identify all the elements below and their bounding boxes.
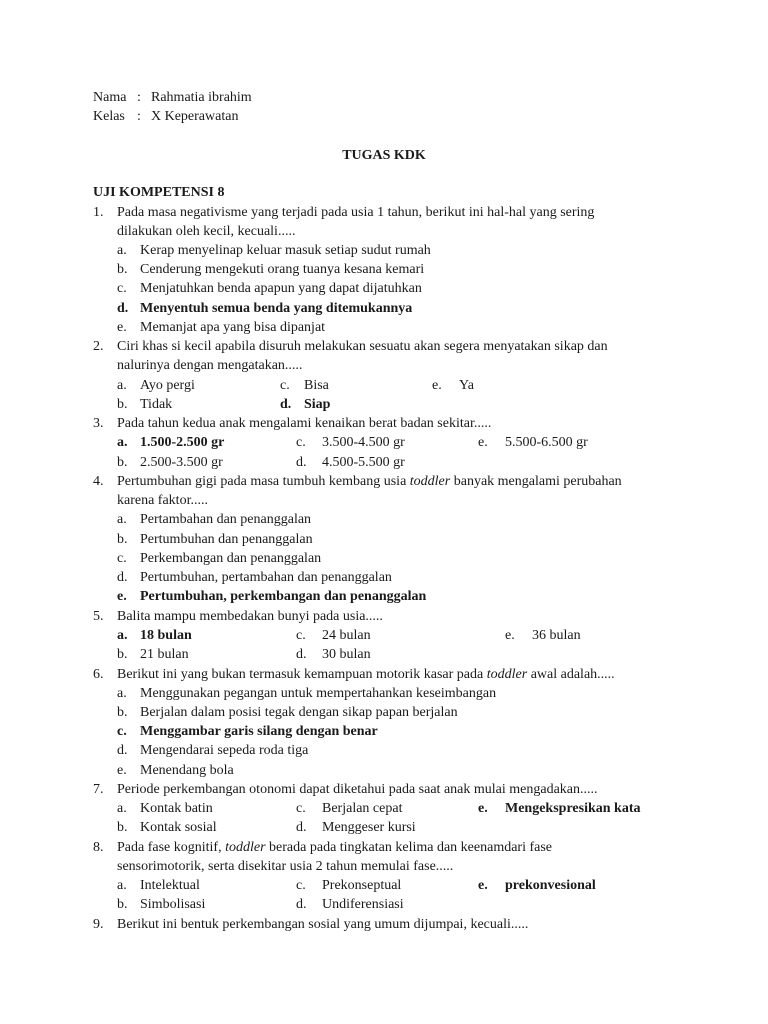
option-text: Ya [459,378,474,393]
option-letter: d. [117,570,128,585]
option-text: Cenderung mengekuti orang tuanya kesana kemari [140,262,425,277]
option-letter: c. [296,878,306,893]
option-text: Berjalan dalam posisi tegak dengan sikap papan berjalan [140,705,458,720]
option-letter-correct: a. [117,628,128,643]
option-letter: b. [117,397,128,412]
option-text: Mengendarai sepeda roda tiga [140,743,309,758]
option-letter: b. [117,532,128,547]
question-text: Pada tahun kedua anak mengalami kenaikan berat badan sekitar..... [117,416,492,431]
option-letter: c. [280,378,290,393]
question-text-part: Pertumbuhan gigi pada masa tumbuh kembang usia [117,474,410,489]
option-letter-correct: e. [117,589,127,604]
option-letter: c. [296,628,306,643]
question-text-part: banyak mengalami perubahan [450,474,622,489]
question-text: Ciri khas si kecil apabila disuruh melakukan sesuatu akan segera menyatakan sikap dan [117,339,608,354]
question-number: 2. [93,339,104,354]
option-text: Menendang bola [140,763,234,778]
class-label: Kelas [93,109,125,124]
option-text: 5.500-6.500 gr [505,435,588,450]
option-letter: d. [296,897,307,912]
question-text: Pada masa negativisme yang terjadi pada usia 1 tahun, berikut ini hal-hal yang sering [117,205,595,220]
option-letter: d. [296,455,307,470]
option-text: Simbolisasi [140,897,206,912]
option-text: Intelektual [140,878,200,893]
name-value: Rahmatia ibrahim [151,90,252,105]
question-number: 8. [93,840,104,855]
option-letter: b. [117,897,128,912]
option-letter: b. [117,455,128,470]
question-number: 3. [93,416,104,431]
option-text: Kerap menyelinap keluar masuk setiap sudut rumah [140,243,431,258]
option-letter: e. [432,378,442,393]
question-text [117,665,615,684]
question-text: Periode perkembangan otonomi dapat diketahui pada saat anak mulai mengadakan..... [117,782,598,797]
question-number: 7. [93,782,104,797]
option-text: Ayo pergi [140,378,195,393]
question-number: 1. [93,205,104,220]
option-text-correct: prekonvesional [505,878,596,893]
option-text: Tidak [140,397,173,412]
question-number: 4. [93,474,104,489]
class-value: X Keperawatan [151,109,239,124]
question-text [117,472,622,491]
question-text: Balita mampu membedakan bunyi pada usia..... [117,609,383,624]
option-text-correct: Mengekspresikan kata [505,801,641,816]
option-letter: a. [117,801,127,816]
option-letter: b. [117,262,128,277]
option-text: Pertambahan dan penanggalan [140,512,312,527]
option-text: 36 bulan [532,628,581,643]
page-title: TUGAS KDK [342,148,426,163]
question-text: sensorimotorik, serta disekitar usia 2 tahun memulai fase..... [117,859,454,874]
option-letter-correct: d. [117,301,129,316]
question-text-part: Berikut ini yang bukan termasuk kemampuan motorik kasar pada [117,667,487,682]
question-text [117,838,552,857]
option-text: Memanjat apa yang bisa dipanjat [140,320,326,335]
option-letter: e. [117,320,127,335]
option-text: Prekonseptual [322,878,402,893]
option-text-correct: Menyentuh semua benda yang ditemukannya [140,301,413,316]
option-letter: c. [296,435,306,450]
option-text: Kontak batin [140,801,213,816]
class-separator: : [137,109,141,124]
question-text-emphasis: toddler [486,667,528,682]
question-text-emphasis: toddler [225,840,266,855]
question-number: 5. [93,609,104,624]
question-text-part: berada pada tingkatan kelima dan keenamdari fase [265,840,553,855]
option-text: Menggunakan pegangan untuk mempertahankan keseimbangan [140,686,497,701]
option-text-correct: 1.500-2.500 gr [140,435,225,450]
option-letter: a. [117,243,127,258]
option-text: 24 bulan [322,628,371,643]
option-text-correct: 18 bulan [140,628,192,643]
option-text-correct: Menggambar garis silang dengan benar [140,724,378,739]
section-heading: UJI KOMPETENSI 8 [93,185,225,200]
question-text-part: Pada fase kognitif, [117,840,226,855]
option-text: Pertumbuhan dan penanggalan [140,532,313,547]
option-text: Menjatuhkan benda apapun yang dapat dijatuhkan [140,281,422,296]
option-letter-correct: c. [117,724,127,739]
option-text: Berjalan cepat [322,801,403,816]
option-text: Perkembangan dan penanggalan [140,551,322,566]
option-text: Pertumbuhan, pertambahan dan penanggalan [140,570,392,585]
name-label: Nama [93,90,127,105]
option-letter: a. [117,686,127,701]
option-text: 4.500-5.500 gr [322,455,405,470]
option-letter: d. [296,647,307,662]
option-text-correct: Siap [304,397,331,412]
option-text: Kontak sosial [140,820,217,835]
name-separator: : [137,90,141,105]
option-letter: a. [117,512,127,527]
option-text-correct: Pertumbuhan, perkembangan dan penanggalan [140,589,427,604]
option-text: Bisa [304,378,329,393]
option-letter-correct: d. [280,397,292,412]
question-text-part: awal adalah..... [527,667,615,682]
option-text: 30 bulan [322,647,371,662]
option-letter: d. [117,743,128,758]
option-letter: c. [296,801,306,816]
question-text: nalurinya dengan mengatakan..... [117,358,303,373]
question-text: dilakukan oleh kecil, kecuali..... [117,224,296,239]
question-text: karena faktor..... [117,493,208,508]
option-letter-correct: e. [478,801,488,816]
option-letter: e. [117,763,127,778]
option-text: Undiferensiasi [322,897,404,912]
question-text-emphasis: toddler [409,474,451,489]
option-letter: a. [117,378,127,393]
option-text: 21 bulan [140,647,189,662]
option-letter: b. [117,820,128,835]
option-letter: c. [117,281,127,296]
question-number: 9. [93,917,104,932]
question-text: Berikut ini bentuk perkembangan sosial yang umum dijumpai, kecuali..... [117,917,529,932]
option-letter: e. [505,628,515,643]
option-text: 3.500-4.500 gr [322,435,405,450]
option-letter-correct: a. [117,435,128,450]
option-letter: c. [117,551,127,566]
question-number: 6. [93,667,104,682]
option-letter: a. [117,878,127,893]
option-letter-correct: e. [478,878,488,893]
option-letter: b. [117,647,128,662]
option-text: Menggeser kursi [322,820,416,835]
option-text: 2.500-3.500 gr [140,455,223,470]
option-letter: d. [296,820,307,835]
option-letter: b. [117,705,128,720]
option-letter: e. [478,435,488,450]
